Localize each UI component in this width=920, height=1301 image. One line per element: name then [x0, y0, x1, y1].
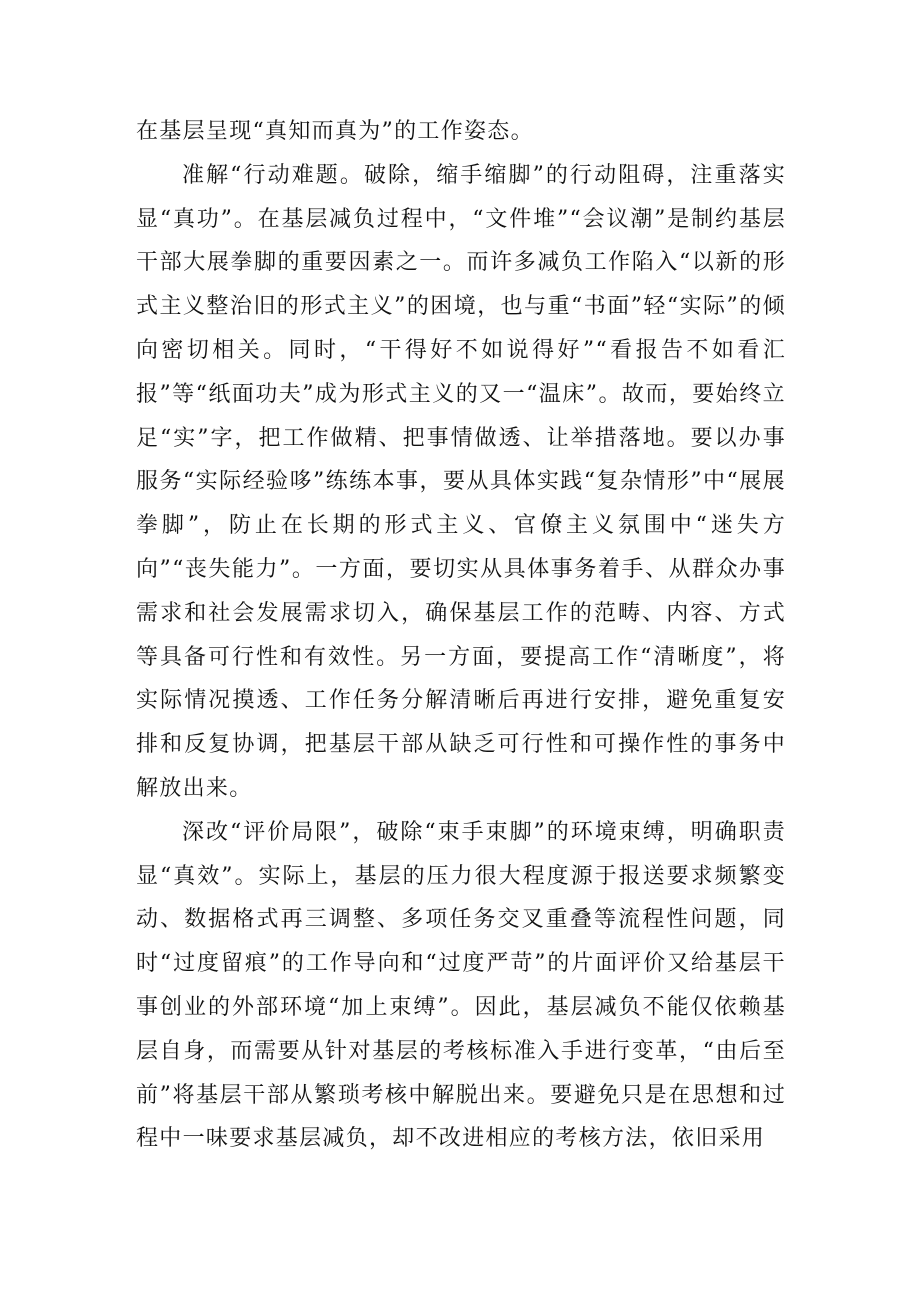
paragraph-2: 准解“行动难题。破除，缩手缩脚”的行动阻碍，注重落实显“真功”。在基层减负过程中，“文件堆”“会议潮”是制约基层干部大展拳脚的重要因素之一。而许多减负工作陷入“以新的形式主义整治旧的形式主义”的困境，也与重“书面”轻“实际”的倾向密切相关。同时，“干得好不如说得好”“看报告不如看汇报”等“纸面功夫”成为形式主义的又一“温床”。故而，要始终立足“实”字，把工作做精、把事情做透、让举措落地。要以办事服务“实际经验哆”练练本事，要从具体实践“复杂情形”中“展展拳脚”，防止在长期的形式主义、官僚主义氛围中“迷失方向”“丧失能力”。一方面，要切实从具体事务着手、从群众办事需求和社会发展需求切入，确保基层工作的范畴、内容、方式等具备可行性和有效性。另一方面，要提高工作“清晰度”，将实际情况摸透、工作任务分解清晰后再进行安排，避免重复安排和反复协调，把基层干部从缺乏可行性和可操作性的事务中解放出来。	[136, 162, 786, 801]
document-body	[136, 110, 786, 1161]
paragraph-1: 在基层呈现“真知而真为”的工作姿态。	[136, 119, 534, 144]
paragraph-3: 深改“评价局限”，破除“束手束脚”的环境束缚，明确职责显“真效”。实际上，基层的压力很大程度源于报送要求频繁变动、数据格式再三调整、多项任务交叉重叠等流程性问题，同时“过度留痕”的工作导向和“过度严苛”的片面评价又给基层干事创业的外部环境“加上束缚”。因此，基层减负不能仅依赖基层自身，而需要从针对基层的考核标准入手进行变革，“由后至前”将基层干部从繁琐考核中解脱出来。要避免只是在思想和过程中一味要求基层减负，却不改进相应的考核方法，依旧采用	[136, 819, 786, 1152]
